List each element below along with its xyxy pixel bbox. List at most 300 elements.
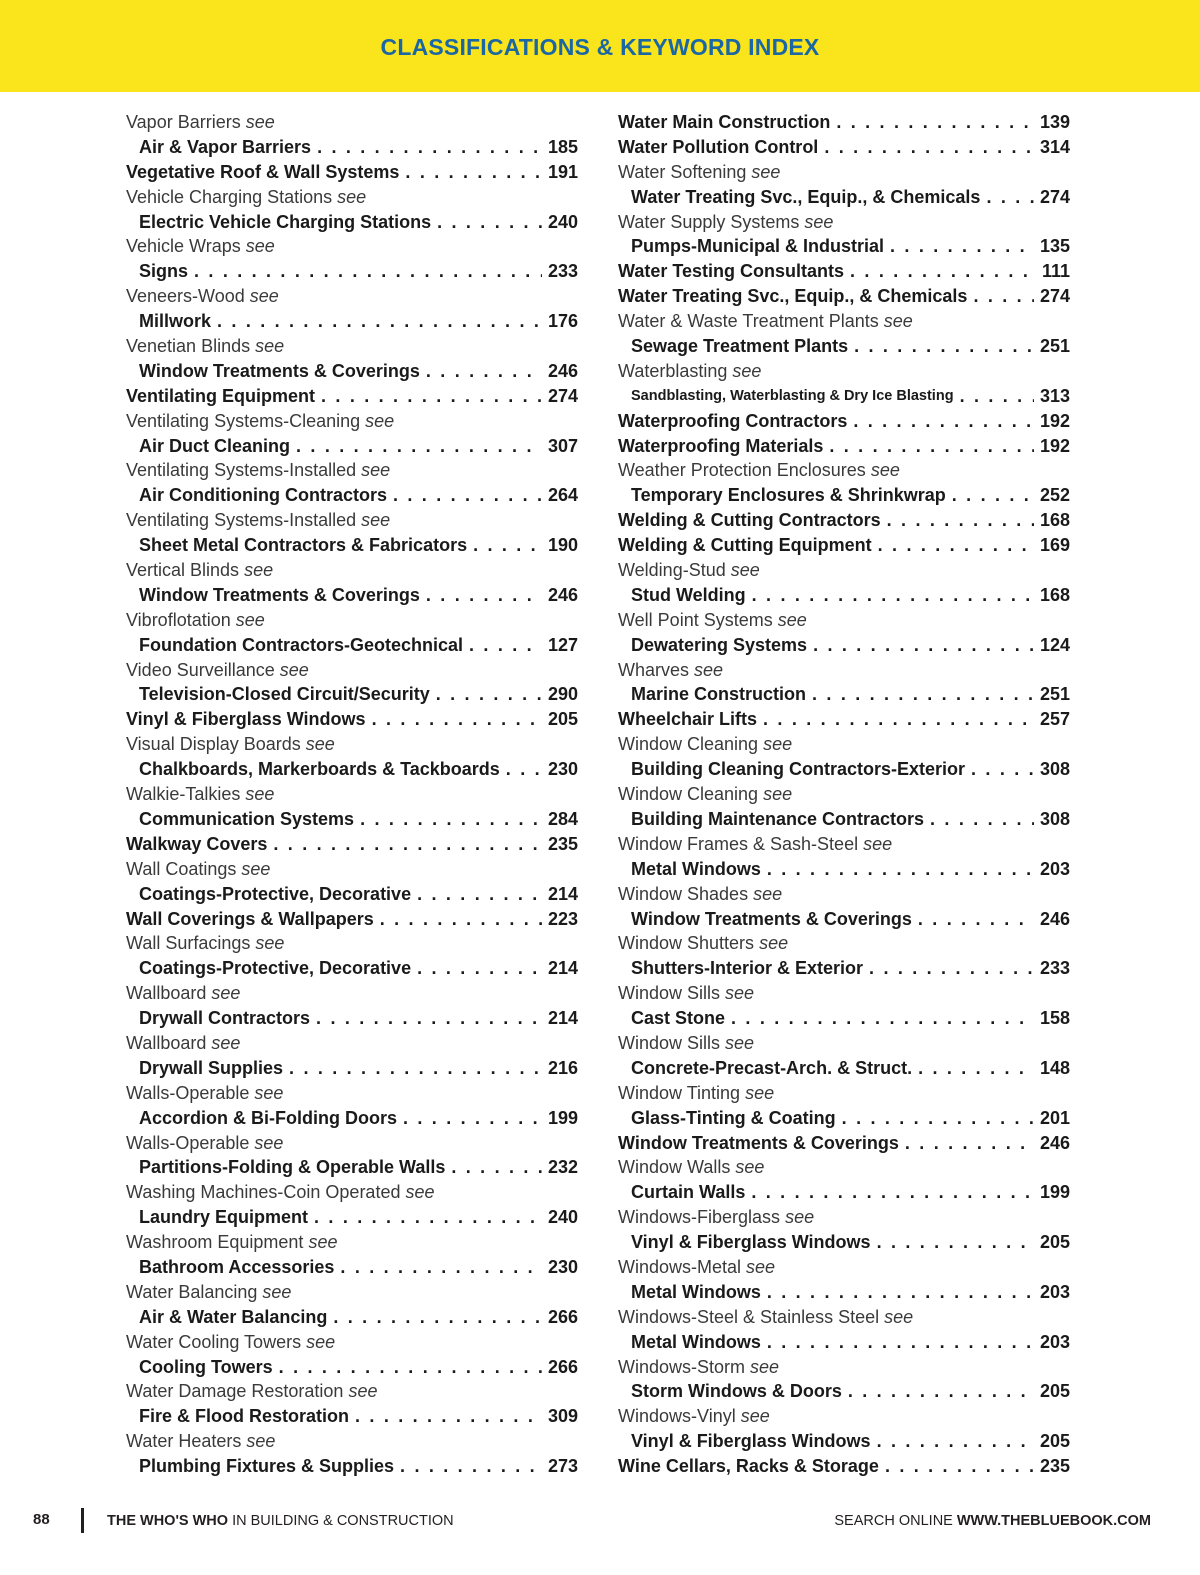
index-entry[interactable] [618, 1230, 1070, 1255]
cross-reference [618, 558, 1070, 583]
index-entry[interactable] [126, 135, 578, 160]
classification-name: Welding & Cutting Equipment [618, 535, 872, 556]
index-entry[interactable] [618, 185, 1070, 210]
see-label: see [306, 1331, 336, 1352]
cross-reference [126, 334, 578, 359]
page-reference: 274 [1039, 286, 1070, 307]
classification-name: Coatings-Protective, Decorative [139, 958, 412, 979]
publication-name-bold: THE WHO'S WHO [107, 1513, 229, 1529]
cross-reference-term: Water Cooling Towers [126, 1331, 302, 1352]
dot-leader [387, 483, 542, 508]
cross-reference-term: Wall Coatings [126, 858, 237, 879]
page-reference: 148 [1039, 1057, 1070, 1078]
index-entry[interactable] [126, 1305, 578, 1330]
dot-leader [431, 210, 542, 235]
see-label: see [245, 784, 275, 805]
classification-name: Signs [139, 261, 189, 282]
dot-leader [746, 583, 1034, 608]
dot-leader [872, 533, 1034, 558]
index-entry[interactable] [126, 1155, 578, 1180]
classification-name: Vinyl & Fiberglass Windows [631, 1232, 871, 1253]
dot-leader [308, 1205, 542, 1230]
page-reference: 203 [1039, 1281, 1070, 1302]
page-reference: 235 [1039, 1456, 1070, 1477]
page-reference: 203 [1039, 858, 1070, 879]
dot-leader [879, 1454, 1034, 1479]
classification-name: Electric Vehicle Charging Stations [139, 211, 432, 232]
index-entry[interactable] [126, 1255, 578, 1280]
index-entry[interactable] [126, 434, 578, 459]
dot-leader [311, 135, 542, 160]
page-reference: 185 [547, 136, 578, 157]
classification-name: Water Treating Svc., Equip., & Chemicals [631, 186, 981, 207]
index-entry[interactable] [618, 533, 1070, 558]
dot-leader [946, 483, 1034, 508]
index-entry[interactable] [126, 956, 578, 981]
index-entry[interactable] [618, 857, 1070, 882]
page-reference: 257 [1039, 709, 1070, 730]
cross-reference-term: Window Cleaning [618, 734, 759, 755]
cross-reference [126, 1429, 578, 1454]
dot-leader [399, 160, 542, 185]
page-reference: 201 [1039, 1107, 1070, 1128]
index-entry[interactable] [618, 234, 1070, 259]
cross-reference [618, 458, 1070, 483]
see-label: see [759, 933, 789, 954]
dot-leader [467, 533, 542, 558]
index-entry[interactable] [126, 882, 578, 907]
dot-leader [823, 434, 1034, 459]
classification-name: Cast Stone [631, 1008, 726, 1029]
dot-leader [818, 135, 1034, 160]
see-label: see [804, 211, 834, 232]
classification-name: Wheelchair Lifts [618, 709, 758, 730]
index-entry[interactable] [126, 259, 578, 284]
page-reference: 192 [1039, 410, 1070, 431]
page-reference: 205 [1039, 1232, 1070, 1253]
page-reference: 252 [1039, 485, 1070, 506]
see-label: see [753, 883, 783, 904]
cross-reference-term: Window Tinting [618, 1082, 741, 1103]
page-reference: 158 [1039, 1008, 1070, 1029]
cross-reference [618, 160, 1070, 185]
dot-leader [847, 409, 1034, 434]
index-entry[interactable] [618, 1131, 1070, 1156]
page-reference: 313 [1039, 385, 1070, 406]
index-entry[interactable] [126, 583, 578, 608]
see-label: see [235, 609, 265, 630]
see-label: see [255, 933, 285, 954]
classification-name: Millwork [139, 311, 212, 332]
cross-reference [126, 1180, 578, 1205]
cross-reference [126, 409, 578, 434]
page-reference: 235 [547, 833, 578, 854]
cross-reference-term: Ventilating Systems-Installed [126, 510, 357, 531]
see-label: see [694, 659, 724, 680]
classification-name: Storm Windows & Doors [631, 1381, 842, 1402]
see-label: see [751, 161, 781, 182]
classification-name: Window Treatments & Coverings [139, 584, 420, 605]
page-reference: 240 [547, 1207, 578, 1228]
classification-name: Welding & Cutting Contractors [618, 510, 881, 531]
dot-leader [327, 1305, 542, 1330]
index-entry[interactable] [618, 707, 1070, 732]
page-reference: 192 [1039, 435, 1070, 456]
see-label: see [305, 734, 335, 755]
page-reference: 199 [547, 1107, 578, 1128]
see-label: see [735, 1157, 765, 1178]
classification-name: Water Testing Consultants [618, 261, 845, 282]
see-label: see [740, 1406, 770, 1427]
cross-reference [618, 309, 1070, 334]
cross-reference [618, 1205, 1070, 1230]
see-label: see [245, 236, 275, 257]
classification-name: Metal Windows [631, 858, 761, 879]
dot-leader [273, 1355, 542, 1380]
index-entry[interactable] [618, 1454, 1070, 1479]
classification-name: Foundation Contractors-Geotechnical [139, 634, 464, 655]
cross-reference-term: Water Supply Systems [618, 211, 800, 232]
index-entry[interactable] [126, 633, 578, 658]
index-entry[interactable] [618, 434, 1070, 459]
dot-leader [967, 284, 1034, 309]
dot-leader [394, 1454, 542, 1479]
page-reference: 214 [547, 1008, 578, 1029]
classification-name: Chalkboards, Markerboards & Tackboards [139, 759, 500, 780]
page-reference: 233 [547, 261, 578, 282]
cross-reference-term: Water Damage Restoration [126, 1381, 344, 1402]
page-reference: 266 [547, 1356, 578, 1377]
cross-reference-term: Windows-Vinyl [618, 1406, 736, 1427]
classification-name: Water Pollution Control [618, 136, 819, 157]
cross-reference-term: Veneers-Wood [126, 286, 245, 307]
see-label: see [405, 1182, 435, 1203]
cross-reference [126, 1280, 578, 1305]
index-entry[interactable] [618, 508, 1070, 533]
see-label: see [254, 1132, 284, 1153]
classification-name: Sheet Metal Contractors & Fabricators [139, 535, 468, 556]
dot-leader [374, 907, 542, 932]
classification-name: Vegetative Roof & Wall Systems [126, 161, 400, 182]
index-entry[interactable] [126, 757, 578, 782]
cross-reference-term: Windows-Storm [618, 1356, 746, 1377]
dot-leader [757, 707, 1034, 732]
index-entry[interactable] [618, 1006, 1070, 1031]
dot-leader [761, 857, 1034, 882]
cross-reference [618, 210, 1070, 235]
cross-reference [618, 1355, 1070, 1380]
dot-leader [836, 1106, 1034, 1131]
classification-name: Laundry Equipment [139, 1207, 309, 1228]
see-label: see [746, 1256, 776, 1277]
dot-leader [420, 359, 542, 384]
cross-reference-term: Window Sills [618, 983, 721, 1004]
page-reference: 230 [547, 759, 578, 780]
footer-divider [81, 1508, 84, 1533]
dot-leader [366, 707, 542, 732]
see-label: see [750, 1356, 780, 1377]
publication-name-rest: IN BUILDING & CONSTRUCTION [232, 1513, 454, 1529]
dot-leader [283, 1056, 542, 1081]
classification-name: Shutters-Interior & Exterior [631, 958, 864, 979]
page-reference: 139 [1039, 112, 1070, 132]
see-label: see [244, 560, 274, 581]
classification-name: Waterproofing Contractors [618, 410, 848, 431]
classification-name: Window Treatments & Coverings [618, 1132, 899, 1153]
page-reference: 216 [547, 1057, 578, 1078]
index-entry[interactable] [618, 633, 1070, 658]
index-entry[interactable] [126, 483, 578, 508]
index-entry[interactable] [618, 1379, 1070, 1404]
index-entry[interactable] [126, 1404, 578, 1429]
dot-leader [924, 807, 1034, 832]
page-reference: 246 [1039, 1132, 1070, 1153]
cross-reference-term: Washroom Equipment [126, 1232, 304, 1253]
see-label: see [725, 983, 755, 1004]
index-entry[interactable] [618, 1330, 1070, 1355]
page-reference: 135 [1039, 236, 1070, 257]
index-column-left [126, 110, 578, 1479]
page-reference: 246 [1039, 908, 1070, 929]
cross-reference [126, 185, 578, 210]
index-entry[interactable] [618, 1280, 1070, 1305]
page-reference: 223 [547, 908, 578, 929]
index-entry[interactable] [126, 533, 578, 558]
cross-reference-term: Walls-Operable [126, 1132, 250, 1153]
index-entry[interactable] [618, 483, 1070, 508]
dot-leader [267, 832, 542, 857]
page-reference: 176 [547, 311, 578, 332]
page-reference: 205 [547, 709, 578, 730]
cross-reference-term: Waterblasting [618, 360, 728, 381]
page-reference: 205 [1039, 1381, 1070, 1402]
cross-reference-term: Weather Protection Enclosures [618, 460, 866, 481]
cross-reference [126, 1081, 578, 1106]
see-label: see [870, 460, 900, 481]
classification-name: Wall Coverings & Wallpapers [126, 908, 374, 929]
index-entry[interactable] [618, 334, 1070, 359]
cross-reference [618, 981, 1070, 1006]
cross-reference-term: Window Walls [618, 1157, 731, 1178]
dot-leader [884, 234, 1034, 259]
search-online-label: SEARCH ONLINE [834, 1513, 953, 1529]
cross-reference [126, 458, 578, 483]
classification-name: Air Duct Cleaning [139, 435, 291, 456]
cross-reference [618, 931, 1070, 956]
page-title: CLASSIFICATIONS & KEYWORD INDEX [380, 34, 820, 60]
index-entry[interactable] [618, 682, 1070, 707]
index-entry[interactable] [126, 1056, 578, 1081]
page-reference: 246 [547, 360, 578, 381]
dot-leader [761, 1280, 1034, 1305]
see-label: see [211, 983, 241, 1004]
dot-leader [420, 583, 542, 608]
classification-name: Accordion & Bi-Folding Doors [139, 1107, 397, 1128]
cross-reference-term: Wallboard [126, 1032, 207, 1053]
page-reference: 127 [547, 634, 578, 655]
index-entry[interactable] [618, 409, 1070, 434]
index-entry[interactable] [126, 1454, 578, 1479]
index-entry[interactable] [618, 807, 1070, 832]
dot-leader [844, 259, 1036, 284]
cross-reference [126, 234, 578, 259]
cross-reference-term: Wallboard [126, 983, 207, 1004]
publication-name [107, 1513, 454, 1529]
cross-reference-term: Water Balancing [126, 1281, 258, 1302]
cross-reference-term: Windows-Metal [618, 1256, 742, 1277]
cross-reference-term: Wharves [618, 659, 690, 680]
index-entry[interactable] [618, 110, 1070, 135]
cross-reference [126, 1330, 578, 1355]
index-entry[interactable] [618, 583, 1070, 608]
dot-leader [354, 807, 542, 832]
page-number: 88 [33, 1511, 50, 1528]
dot-leader [188, 259, 542, 284]
classification-name: Waterproofing Materials [618, 435, 824, 456]
index-entry[interactable] [618, 757, 1070, 782]
index-entry[interactable] [126, 807, 578, 832]
classification-name: Air & Water Balancing [139, 1306, 328, 1327]
cross-reference-term: Video Surveillance [126, 659, 275, 680]
see-label: see [785, 1207, 815, 1228]
index-entry[interactable] [126, 907, 578, 932]
index-entry[interactable] [126, 682, 578, 707]
page-reference: 314 [1039, 136, 1070, 157]
page-reference: 214 [547, 958, 578, 979]
cross-reference-term: Ventilating Systems-Cleaning [126, 410, 361, 431]
dot-leader [830, 110, 1034, 135]
classification-name: Partitions-Folding & Operable Walls [139, 1157, 446, 1178]
classification-name: Glass-Tinting & Coating [631, 1107, 836, 1128]
see-label: see [279, 659, 309, 680]
index-entry[interactable] [618, 259, 1070, 284]
cross-reference [618, 608, 1070, 633]
dot-leader [980, 185, 1034, 210]
index-entry[interactable] [618, 135, 1070, 160]
classification-name: Coatings-Protective, Decorative [139, 883, 412, 904]
index-entry[interactable] [126, 1205, 578, 1230]
see-label: see [254, 1082, 284, 1103]
cross-reference [618, 1305, 1070, 1330]
cross-reference [126, 931, 578, 956]
classification-name: Cooling Towers [139, 1356, 273, 1377]
index-entry[interactable] [126, 707, 578, 732]
dot-leader [411, 956, 542, 981]
dot-leader [463, 633, 542, 658]
index-entry[interactable] [618, 907, 1070, 932]
page-reference: 266 [547, 1306, 578, 1327]
classification-name: Water Main Construction [618, 112, 831, 132]
page-reference: 274 [547, 385, 578, 406]
page-reference: 205 [1039, 1431, 1070, 1452]
index-entry[interactable] [126, 1006, 578, 1031]
cross-reference-term: Water Heaters [126, 1431, 242, 1452]
classification-name: Air Conditioning Contractors [139, 485, 387, 506]
page-reference: 308 [1039, 759, 1070, 780]
index-entry[interactable] [618, 1056, 1070, 1081]
index-entry[interactable] [126, 359, 578, 384]
cross-reference [126, 1131, 578, 1156]
index-entry[interactable] [126, 309, 578, 334]
index-entry[interactable] [126, 384, 578, 409]
page-reference: 273 [547, 1456, 578, 1477]
cross-reference-term: Water Softening [618, 161, 747, 182]
index-entry[interactable] [126, 210, 578, 235]
classification-name: Concrete-Precast-Arch. & Struct. [631, 1057, 913, 1078]
dot-leader [500, 757, 542, 782]
see-label: see [883, 311, 913, 332]
cross-reference-term: Washing Machines-Coin Operated [126, 1182, 401, 1203]
see-label: see [361, 460, 391, 481]
classification-name: Vinyl & Fiberglass Windows [631, 1431, 871, 1452]
page-reference: 111 [1041, 261, 1070, 282]
index-entry[interactable] [618, 1106, 1070, 1131]
page-reference: 274 [1039, 186, 1070, 207]
cross-reference [618, 1155, 1070, 1180]
classification-name: Vinyl & Fiberglass Windows [126, 709, 366, 730]
see-label: see [361, 510, 391, 531]
dot-leader [899, 1131, 1034, 1156]
index-entry[interactable] [126, 160, 578, 185]
page-reference: 199 [1039, 1182, 1070, 1203]
classification-name: Metal Windows [631, 1331, 761, 1352]
index-entry[interactable] [126, 1355, 578, 1380]
index-entry[interactable] [618, 384, 1070, 409]
cross-reference [126, 1379, 578, 1404]
index-entry[interactable] [126, 1106, 578, 1131]
page-reference: 290 [547, 684, 578, 705]
dot-leader [848, 334, 1034, 359]
cross-reference-term: Walkie-Talkies [126, 784, 241, 805]
cross-reference [126, 732, 578, 757]
see-label: see [884, 1306, 914, 1327]
classification-name: Pumps-Municipal & Industrial [631, 236, 885, 257]
dot-leader [334, 1255, 542, 1280]
index-entry[interactable] [618, 1429, 1070, 1454]
cross-reference [126, 782, 578, 807]
page-reference: 240 [547, 211, 578, 232]
see-label: see [365, 410, 395, 431]
dot-leader [290, 434, 542, 459]
cross-reference [618, 359, 1070, 384]
classification-name: Sandblasting, Waterblasting & Dry Ice Blasting [631, 387, 954, 404]
see-label: see [732, 360, 762, 381]
see-label: see [246, 1431, 276, 1452]
cross-reference-term: Walls-Operable [126, 1082, 250, 1103]
cross-reference [126, 284, 578, 309]
see-label: see [763, 734, 793, 755]
cross-reference [126, 110, 578, 135]
dot-leader [954, 384, 1034, 409]
see-label: see [308, 1232, 338, 1253]
classification-name: Wine Cellars, Racks & Storage [618, 1456, 879, 1477]
index-entry[interactable] [618, 956, 1070, 981]
page-reference: 191 [547, 161, 578, 182]
index-entry[interactable] [618, 284, 1070, 309]
dot-leader [211, 309, 542, 334]
page-reference: 230 [547, 1256, 578, 1277]
website-link[interactable]: WWW.THEBLUEBOOK.COM [956, 1513, 1151, 1529]
index-entry[interactable] [618, 1180, 1070, 1205]
page-reference: 251 [1039, 336, 1070, 357]
index-entry[interactable] [126, 832, 578, 857]
see-label: see [725, 1032, 755, 1053]
cross-reference-term: Vapor Barriers [126, 112, 241, 132]
cross-reference [126, 857, 578, 882]
classification-name: Dewatering Systems [631, 634, 808, 655]
classification-name: Building Maintenance Contractors [631, 808, 925, 829]
classification-name: Water Treating Svc., Equip., & Chemicals [618, 286, 968, 307]
